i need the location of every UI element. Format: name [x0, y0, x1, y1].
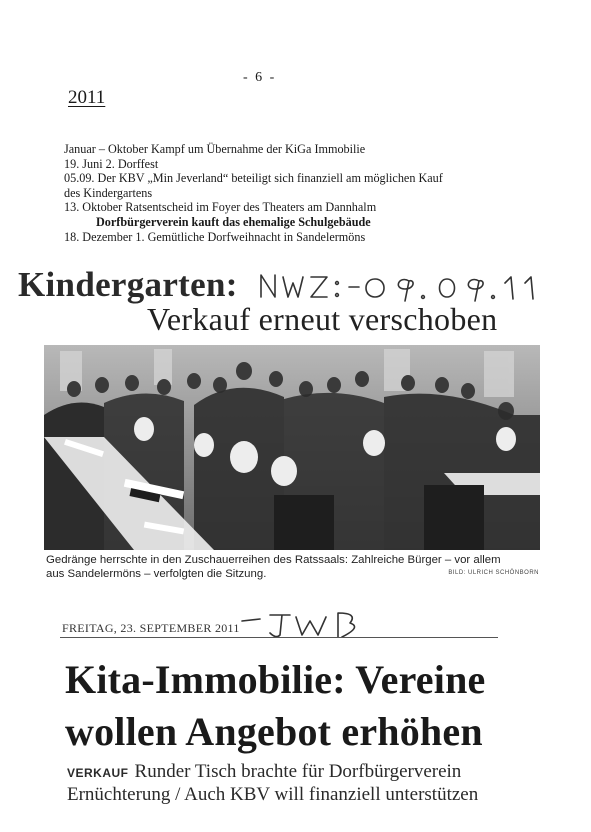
chronology-entry: Januar – Oktober Kampf um Übernahme der KiGa Immobilie	[64, 142, 366, 156]
council-audience-image	[44, 345, 540, 550]
chronology-entry: des Kindergartens	[64, 185, 153, 200]
clipping-headline-2: Verkauf erneut verschoben	[147, 301, 498, 337]
caption-line-1: Gedränge herrschte in den Zuschauerreihen des Ratssaals: Zahlreiche Bürger – vor allem	[46, 554, 501, 566]
subhead-kicker: VERKAUF	[67, 766, 129, 780]
headline-line-2: wollen Angebot erhöhen	[65, 709, 483, 754]
clipping-headline-1: Kindergarten:	[18, 265, 238, 304]
handwritten-source-note-2	[238, 607, 378, 641]
clipping-dateline: FREITAG, 23. SEPTEMBER 2011	[62, 621, 240, 635]
meeting-photo	[44, 345, 540, 550]
subhead-line-2: Ernüchterung / Auch KBV will finanziell unterstützen	[67, 784, 479, 805]
page-number: - 6 -	[243, 70, 277, 85]
headline-line-1: Kita-Immobilie: Vereine	[65, 657, 486, 702]
chronology-entry: 18. Dezember 1. Gemütliche Dorfweihnacht in Sandelermöns	[64, 229, 366, 244]
chronology-entry: 19. Juni 2. Dorffest	[64, 156, 159, 171]
caption-line-2: aus Sandelermöns – verfolgten die Sitzung.	[46, 568, 267, 580]
chronology-list	[64, 142, 524, 244]
subhead-line-1: Runder Tisch brachte für Dorfbürgerverein	[134, 761, 462, 782]
chronology-entry-highlight: Dorfbürgerverein kauft das ehemalige Schulgebäude	[96, 214, 371, 229]
clipping-headline-main	[65, 654, 485, 758]
photo-credit: BILD: ULRICH SCHÖNBORN	[448, 570, 539, 576]
clipping-subhead	[67, 761, 478, 806]
year-heading: 2011	[68, 87, 106, 108]
chronology-entry: 05.09. Der KBV „Min Jeverland“ beteiligt sich finanziell am möglichen Kauf	[64, 171, 443, 186]
chronology-entry: 13. Oktober Ratsentscheid im Foyer des Theaters am Dannhalm	[64, 200, 377, 215]
photo-caption	[46, 553, 542, 581]
handwritten-source-note	[255, 265, 555, 305]
dateline-rule	[60, 637, 498, 638]
